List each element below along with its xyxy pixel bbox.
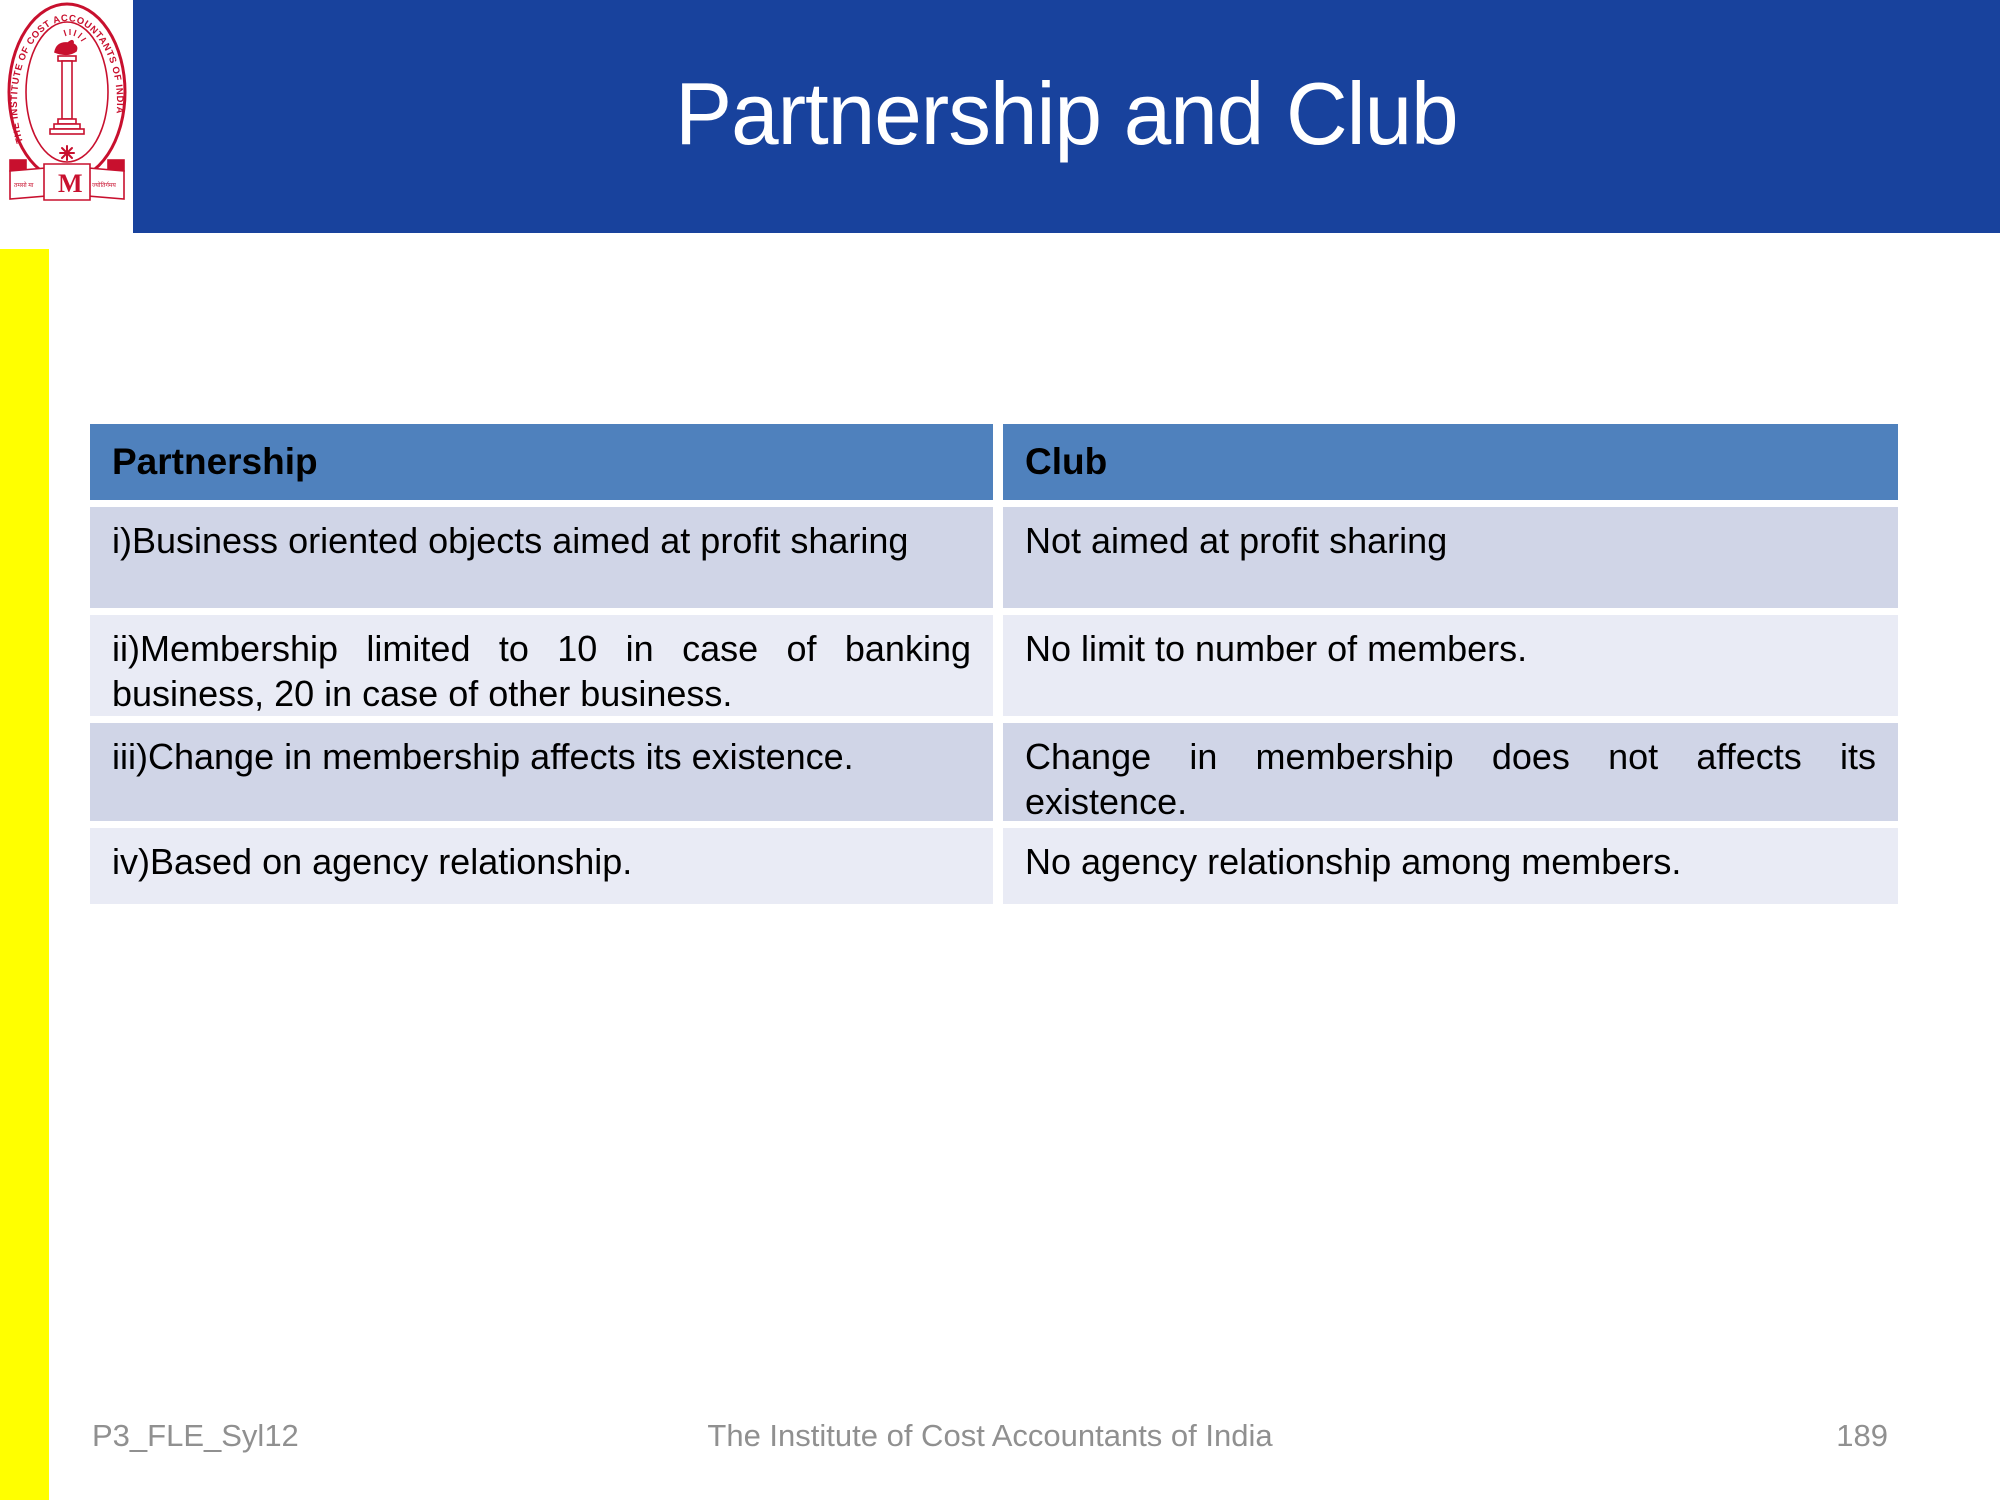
institute-emblem-icon	[2, 0, 132, 230]
cell-partnership-row4: iv)Based on agency relationship.	[90, 828, 993, 904]
cell-partnership-row3: iii)Change in membership affects its existence.	[90, 723, 993, 821]
comparison-table	[90, 424, 1898, 904]
logo-ring-text: THE INSTITUTE OF COST ACCOUNTANTS OF INDIA	[8, 12, 125, 145]
cell-partnership-row1: i)Business oriented objects aimed at profit sharing	[90, 507, 993, 608]
cell-club-row4: No agency relationship among members.	[1003, 828, 1898, 904]
slide-footer	[92, 1418, 1888, 1454]
cell-club-row2: No limit to number of members.	[1003, 615, 1898, 716]
cell-club-row1: Not aimed at profit sharing	[1003, 507, 1898, 608]
footer-code: P3_FLE_Syl12	[92, 1418, 299, 1453]
column-header-partnership: Partnership	[90, 424, 993, 500]
title-bar	[133, 0, 2000, 233]
footer-page-number: 189	[1836, 1418, 1889, 1453]
cell-partnership-row2: ii)Membership limited to 10 in case of banking business, 20 in case of other business.	[90, 615, 993, 716]
logo-star-icon	[60, 146, 74, 160]
cell-club-row3: Change in membership does not affects its existence.	[1003, 723, 1898, 821]
footer-institute-name: The Institute of Cost Accountants of India	[707, 1418, 1273, 1453]
logo-banner-right-text: ज्योतिर्गमय	[91, 183, 116, 189]
column-header-club: Club	[1003, 424, 1898, 500]
page-title: Partnership and Club	[675, 63, 1458, 163]
logo-banner-left-text: तमसो मा	[13, 183, 33, 189]
institute-logo-box	[0, 0, 133, 233]
left-accent-stripe	[0, 249, 49, 1500]
logo-banner-m: M	[57, 169, 83, 198]
